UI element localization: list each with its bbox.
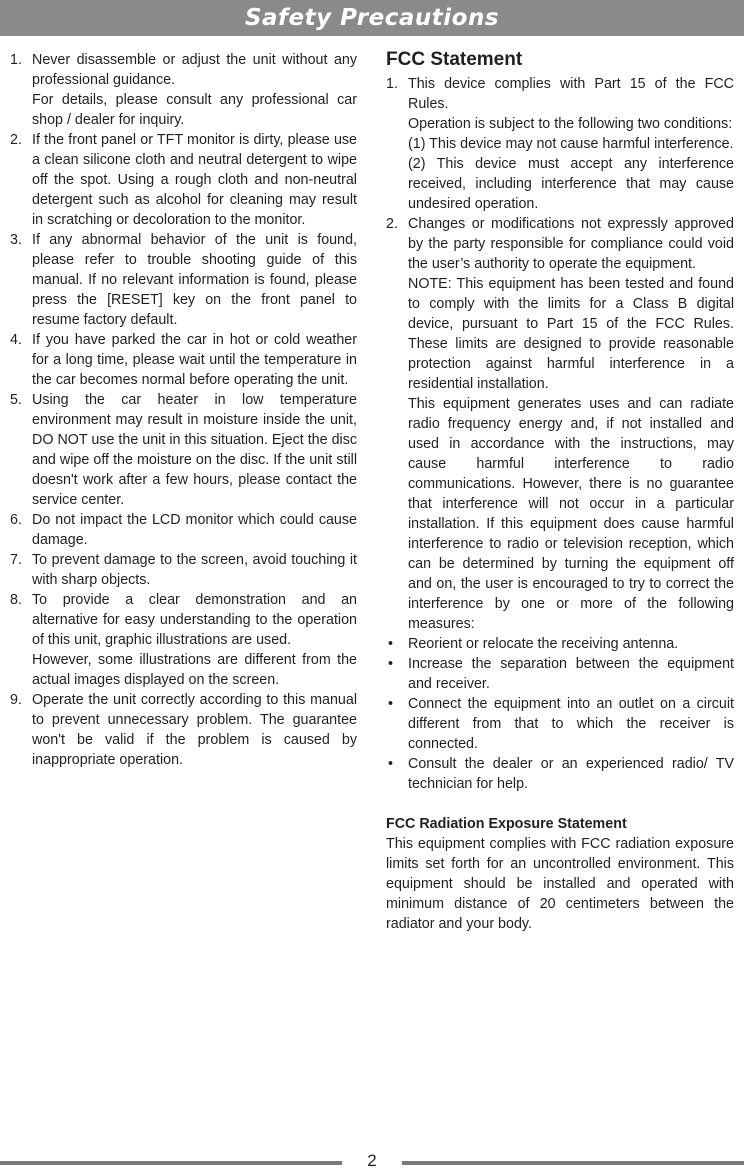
- item-number: 1.: [10, 52, 22, 68]
- radiation-text: This equipment complies with FCC radiation exposure limits set forth for an uncontrolled environment. This equipment should be installed and operated with minimum distance of 20 centimeters between the radiator and your body.: [386, 836, 734, 932]
- item-text: For details, please consult any professional car shop / dealer for inquiry.: [32, 92, 357, 128]
- footer-divider-left: [0, 1161, 342, 1165]
- list-item: [10, 390, 357, 510]
- item-text: To provide a clear demonstration and an alternative for easy understanding to the operation of this unit, graphic illustrations are used.: [32, 592, 357, 648]
- item-text: Do not impact the LCD monitor which could cause damage.: [32, 512, 357, 548]
- list-item: [10, 130, 357, 230]
- item-number: 7.: [10, 552, 22, 568]
- item-text: (1) This device may not cause harmful interference.: [408, 136, 734, 152]
- item-text: This equipment generates uses and can radiate radio frequency energy and, if not installed and used in accordance with the instructions, may cause harmful interference to radio communications. However, there is no guarantee that interference will not occur in a particular installation. If this equipment does cause harmful interference to radio or television reception, which can be determined by turning the equipment off and on, the user is encouraged to try to correct the interference by one or more of the following measures:: [408, 396, 734, 632]
- item-number: 2.: [10, 132, 22, 148]
- item-text: If you have parked the car in hot or cold weather for a long time, please wait until the temperature in the car becomes normal before operating the unit.: [32, 332, 357, 388]
- page-header: [0, 0, 744, 36]
- bullet-text: Consult the dealer or an experienced radio/ TV technician for help.: [408, 756, 734, 792]
- item-text: Changes or modifications not expressly approved by the party responsible for compliance could void the user’s authority to operate the equipment.: [408, 216, 734, 272]
- item-text: Operate the unit correctly according to this manual to prevent unnecessary problem. The guarantee won't be valid if the problem is caused by inappropriate operation.: [32, 692, 357, 768]
- item-number: 5.: [10, 392, 22, 408]
- item-text: NOTE: This equipment has been tested and found to comply with the limits for a Class B digital device, pursuant to Part 15 of the FCC Rules. These limits are designed to provide reasonable protection against harmful interference in a residential installation.: [408, 276, 734, 392]
- safety-list: [10, 50, 357, 770]
- bullet-item: [386, 654, 734, 694]
- item-text: However, some illustrations are different from the actual images displayed on the screen.: [32, 652, 357, 688]
- fcc-section: [386, 50, 734, 934]
- page-title: Safety Precautions: [244, 5, 500, 31]
- item-number: 3.: [10, 232, 22, 248]
- list-item: [10, 50, 357, 130]
- page-number: 2: [367, 1151, 377, 1170]
- list-item: [10, 590, 357, 690]
- item-text: If the front panel or TFT monitor is dirty, please use a clean silicone cloth and neutral detergent to wipe off the spot. Using a rough cloth and non-neutral detergent such as alcohol for cleaning may result in scratching or decoloration to the monitor.: [32, 132, 357, 228]
- bullet-icon: •: [388, 696, 394, 712]
- item-text: Using the car heater in low temperature environment may result in moisture inside the unit, DO NOT use the unit in this situation. Eject the disc and wipe off the moisture on the disc. If the unit still doesn't work after a few hours, please contact the service center.: [32, 392, 357, 508]
- item-text: To prevent damage to the screen, avoid touching it with sharp objects.: [32, 552, 357, 588]
- item-number: 1.: [386, 76, 398, 92]
- list-item: [10, 510, 357, 550]
- fcc-title: FCC Statement: [386, 49, 523, 70]
- bullet-icon: •: [388, 756, 394, 772]
- page-footer: [0, 1150, 744, 1172]
- item-text: If any abnormal behavior of the unit is found, please refer to trouble shooting guide of this manual. If no relevant information is found, please press the [RESET] key on the front panel to resume factory default.: [32, 232, 357, 328]
- list-item: [10, 550, 357, 590]
- bullet-text: Reorient or relocate the receiving antenna.: [408, 636, 679, 652]
- item-number: 4.: [10, 332, 22, 348]
- item-number: 8.: [10, 592, 22, 608]
- list-item: [386, 214, 734, 634]
- item-text: Operation is subject to the following two conditions:: [408, 116, 733, 132]
- bullet-item: [386, 634, 734, 654]
- item-number: 9.: [10, 692, 22, 708]
- bullet-item: [386, 754, 734, 794]
- item-number: 6.: [10, 512, 22, 528]
- footer-divider-right: [402, 1161, 744, 1165]
- bullet-item: [386, 694, 734, 754]
- list-item: [386, 74, 734, 214]
- bullet-text: Increase the separation between the equipment and receiver.: [408, 656, 734, 692]
- list-item: [10, 330, 357, 390]
- bullet-icon: •: [388, 656, 394, 672]
- item-text: Never disassemble or adjust the unit without any professional guidance.: [32, 52, 357, 88]
- list-item: [10, 230, 357, 330]
- radiation-title: FCC Radiation Exposure Statement: [386, 816, 627, 832]
- item-number: 2.: [386, 216, 398, 232]
- bullet-icon: •: [388, 636, 394, 652]
- item-text: This device complies with Part 15 of the FCC Rules.: [408, 76, 734, 112]
- list-item: [10, 690, 357, 770]
- item-text: (2) This device must accept any interference received, including interference that may cause undesired operation.: [408, 156, 734, 212]
- bullet-text: Connect the equipment into an outlet on a circuit different from that to which the receiver is connected.: [408, 696, 734, 752]
